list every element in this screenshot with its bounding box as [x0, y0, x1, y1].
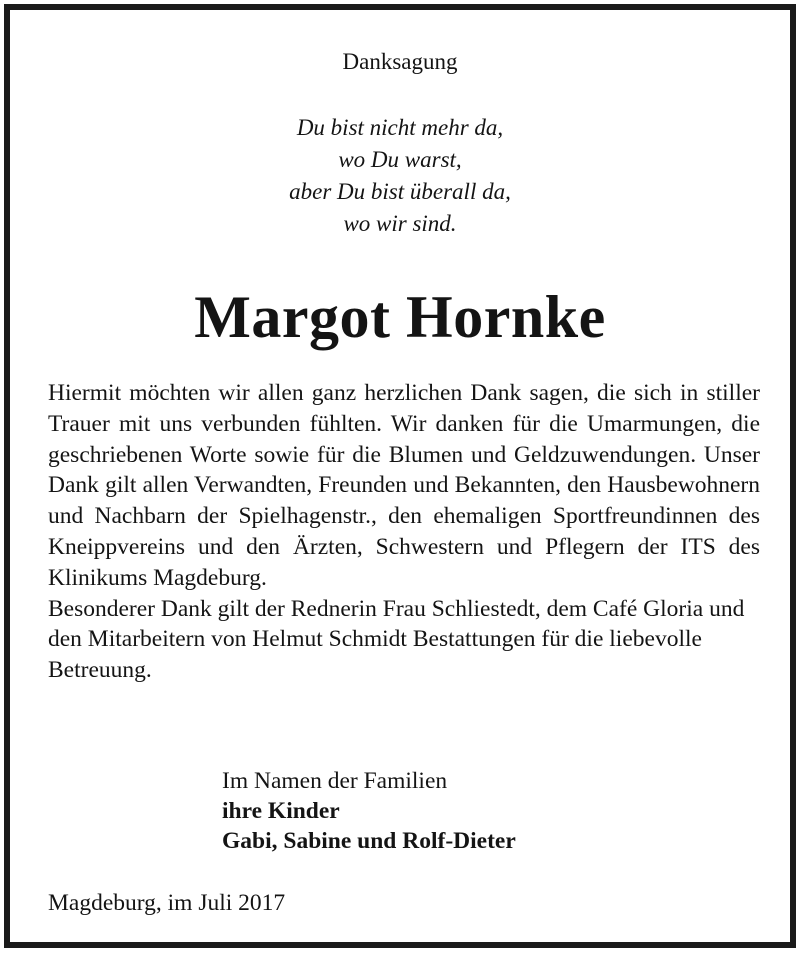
notice-heading: Danksagung [342, 49, 458, 74]
poem-line: wo Du warst, [338, 147, 462, 172]
poem-line: Du bist nicht mehr da, [296, 115, 504, 140]
poem-line: wo wir sind. [343, 211, 457, 236]
deceased-name: Margot Hornke [194, 284, 606, 350]
signature-block [222, 766, 516, 856]
poem-block [10, 112, 790, 240]
poem-line: aber Du bist überall da, [289, 179, 511, 204]
notice-content [10, 10, 790, 942]
thanks-text [48, 378, 760, 686]
thanks-paragraph: Hiermit möchten wir allen ganz herzlichen Dank sagen, die sich in stiller Trauer mit uns verbunden fühlten. Wir danken für die Umarmungen, die geschriebenen Worte sowie für die Blumen und Geldzuwendungen. Unser Dank gilt allen Verwandten, Freunden und Bekannten, den Hausbewohnern und Nachbarn der Spielhagenstr., den ehemaligen Sportfreundinnen des Kneippvereins und den Ärzten, Schwestern und Pflegern der ITS des Klinikums Magdeburg. [48, 380, 760, 591]
thanks-paragraph: Besonderer Dank gilt der Rednerin Frau Schliestedt, dem Café Gloria und den Mitarbeitern von Helmut Schmidt Bestattungen für die liebevolle Betreuung. [48, 595, 745, 684]
signature-relation: ihre Kinder [222, 798, 340, 824]
notice-frame [4, 4, 796, 948]
signature-intro: Im Namen der Familien [222, 768, 448, 794]
signature-names: Gabi, Sabine und Rolf-Dieter [222, 828, 516, 854]
place-date: Magdeburg, im Juli 2017 [48, 890, 286, 916]
